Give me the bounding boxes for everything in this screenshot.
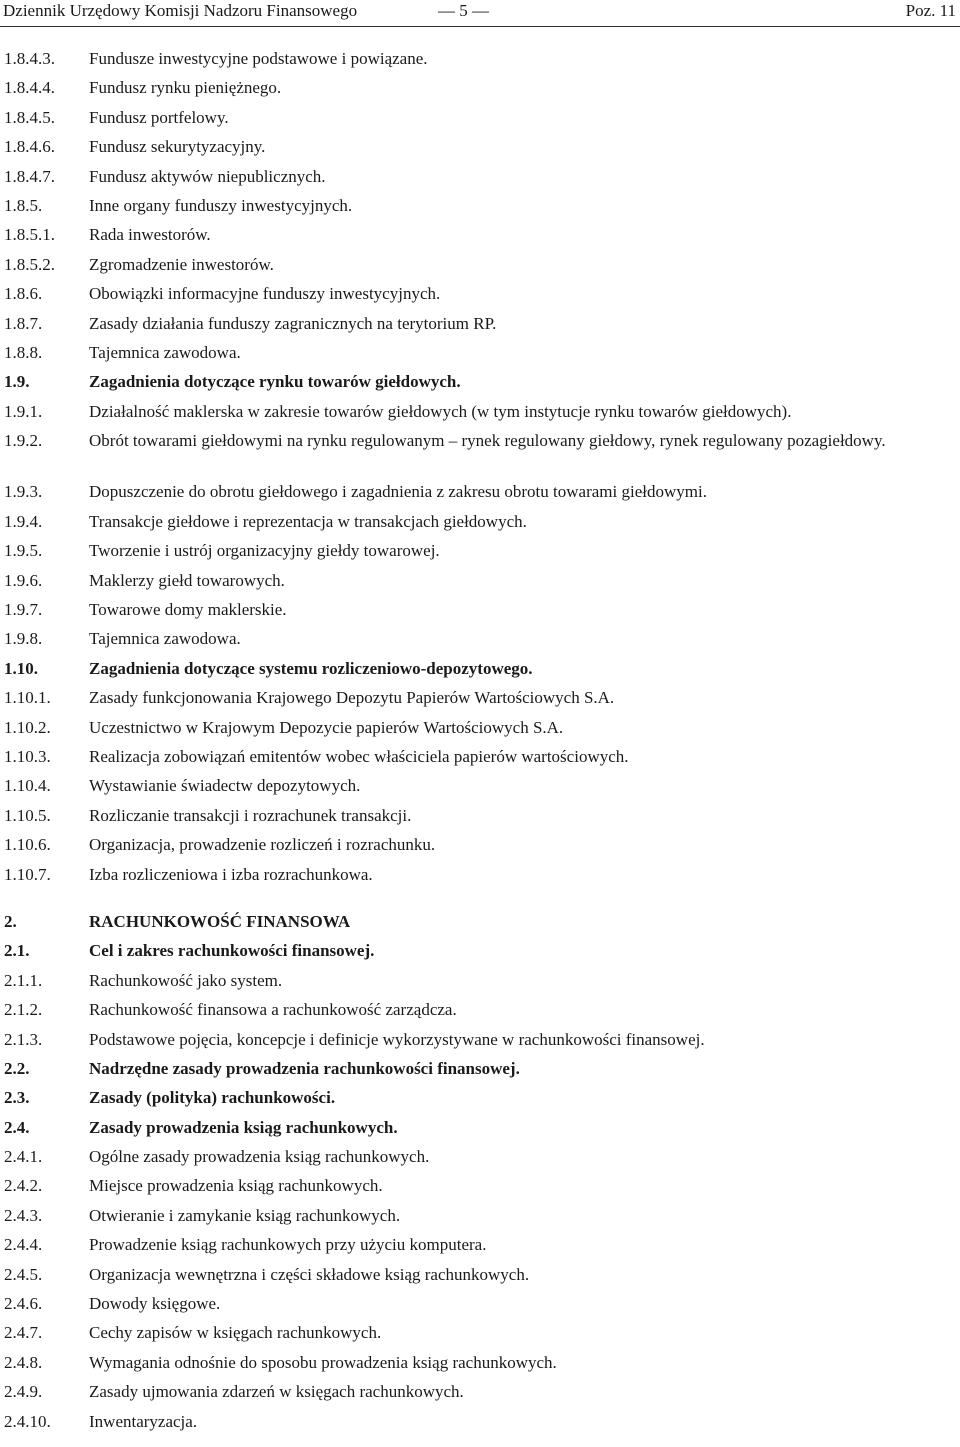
item-number: 1.10.5.	[4, 805, 51, 825]
list-item	[0, 570, 960, 599]
list-item	[0, 1234, 960, 1263]
item-number: 2.4.1.	[4, 1147, 43, 1167]
section-heading-row	[0, 371, 960, 400]
item-title: Fundusz portfelowy.	[89, 107, 229, 127]
item-title: Zasady prowadzenia ksiąg rachunkowych.	[89, 1117, 398, 1137]
item-number: 2.4.4.	[4, 1235, 43, 1255]
item-number: 2.4.	[4, 1117, 30, 1137]
item-title: Ogólne zasady prowadzenia ksiąg rachunkowych.	[89, 1147, 430, 1167]
item-number: 2.4.3.	[4, 1205, 43, 1225]
table-of-contents	[0, 48, 960, 1440]
item-title: Rozliczanie transakcji i rozrachunek transakcji.	[89, 805, 412, 825]
list-item	[0, 1293, 960, 1322]
list-item	[0, 540, 960, 569]
section-heading-row	[0, 1117, 960, 1146]
list-item	[0, 1029, 960, 1058]
item-title: Organizacja, prowadzenie rozliczeń i rozrachunku.	[89, 835, 436, 855]
section-heading-row	[0, 1058, 960, 1087]
header-divider	[0, 26, 960, 27]
item-title: Inne organy funduszy inwestycyjnych.	[89, 195, 353, 215]
list-item	[0, 864, 960, 893]
item-title: Prowadzenie ksiąg rachunkowych przy użyciu komputera.	[89, 1235, 487, 1255]
item-number: 2.4.8.	[4, 1352, 43, 1372]
item-number: 2.1.1.	[4, 970, 43, 990]
list-item	[0, 511, 960, 540]
item-number: 1.9.7.	[4, 600, 43, 620]
section-heading-row	[0, 658, 960, 687]
item-number: 1.8.8.	[4, 342, 43, 362]
item-number: 2.2.	[4, 1058, 30, 1078]
item-title: Obrót towarami giełdowymi na rynku regulowanym – rynek regulowany giełdowy, rynek regulowany pozagiełdowy.	[89, 431, 886, 451]
item-number: 1.10.6.	[4, 835, 51, 855]
item-number: 1.9.	[4, 372, 30, 392]
item-number: 1.8.4.3.	[4, 49, 55, 68]
item-title: Dowody księgowe.	[89, 1294, 221, 1314]
position-number: Poz. 11	[905, 1, 956, 20]
item-number: 1.10.2.	[4, 717, 51, 737]
item-title: Obowiązki informacyjne funduszy inwestycyjnych.	[89, 284, 441, 304]
list-item	[0, 805, 960, 834]
item-title: Fundusz aktywów niepublicznych.	[89, 166, 326, 186]
item-title: Fundusz sekurytyzacyjny.	[89, 137, 266, 157]
item-number: 1.8.7.	[4, 313, 43, 333]
list-item	[0, 1411, 960, 1440]
section-heading-row	[0, 1087, 960, 1116]
item-title: Dopuszczenie do obrotu giełdowego i zagadnienia z zakresu obrotu towarami giełdowymi.	[89, 482, 707, 502]
list-item	[0, 628, 960, 657]
item-title: Zagadnienia dotyczące rynku towarów giełdowych.	[89, 372, 461, 392]
section-heading-row	[0, 940, 960, 969]
item-title: Zasady funkcjonowania Krajowego Depozytu Papierów Wartościowych S.A.	[89, 688, 615, 708]
item-number: 2.4.9.	[4, 1382, 43, 1402]
list-item	[0, 1146, 960, 1175]
item-title: Wymagania odnośnie do sposobu prowadzenia ksiąg rachunkowych.	[89, 1352, 557, 1372]
item-title: Izba rozliczeniowa i izba rozrachunkowa.	[89, 864, 373, 884]
item-title: Zgromadzenie inwestorów.	[89, 254, 274, 274]
item-title: Rachunkowość finansowa a rachunkowość zarządcza.	[89, 1000, 457, 1020]
item-title: Otwieranie i zamykanie ksiąg rachunkowych.	[89, 1205, 401, 1225]
item-number: 2.1.2.	[4, 1000, 43, 1020]
list-item	[0, 481, 960, 510]
item-number: 1.9.1.	[4, 401, 43, 421]
page-header	[0, 0, 960, 28]
item-number: 1.10.1.	[4, 688, 51, 708]
list-item	[0, 687, 960, 716]
item-number: 1.9.6.	[4, 570, 43, 590]
item-title: Uczestnictwo w Krajowym Depozycie papierów Wartościowych S.A.	[89, 717, 564, 737]
list-item	[0, 77, 960, 106]
list-item	[0, 834, 960, 863]
list-item	[0, 1381, 960, 1410]
list-item	[0, 48, 960, 77]
item-title: Cel i zakres rachunkowości finansowej.	[89, 941, 375, 961]
item-title: Fundusze inwestycyjne podstawowe i powiązane.	[89, 49, 428, 68]
list-item	[0, 717, 960, 746]
item-title: Zasady (polityka) rachunkowości.	[89, 1088, 336, 1108]
item-title: Zasady działania funduszy zagranicznych na terytorium RP.	[89, 313, 497, 333]
item-title: Tajemnica zawodowa.	[89, 342, 241, 362]
list-item	[0, 195, 960, 224]
item-number: 2.4.7.	[4, 1323, 43, 1343]
item-number: 2.3.	[4, 1088, 30, 1108]
item-number: 1.8.5.2.	[4, 254, 55, 274]
list-item	[0, 970, 960, 999]
item-number: 1.9.8.	[4, 629, 43, 649]
item-title: Działalność maklerska w zakresie towarów giełdowych (w tym instytucje rynku towarów giełdowych).	[89, 401, 792, 421]
item-number: 2.4.6.	[4, 1294, 43, 1314]
item-title: Zagadnienia dotyczące systemu rozliczeniowo-depozytowego.	[89, 658, 533, 678]
list-item	[0, 430, 960, 481]
item-number: 1.8.4.5.	[4, 107, 55, 127]
item-number: 2.	[4, 911, 17, 931]
list-item	[0, 1205, 960, 1234]
item-number: 2.4.5.	[4, 1264, 43, 1284]
section-heading-row	[0, 911, 960, 940]
item-number: 1.8.5.	[4, 195, 43, 215]
list-item	[0, 1175, 960, 1204]
item-number: 1.10.3.	[4, 746, 51, 766]
list-item	[0, 136, 960, 165]
item-title: Nadrzędne zasady prowadzenia rachunkowości finansowej.	[89, 1058, 520, 1078]
item-number: 1.8.6.	[4, 284, 43, 304]
list-item	[0, 166, 960, 195]
list-item	[0, 254, 960, 283]
list-item	[0, 999, 960, 1028]
item-title: RACHUNKOWOŚĆ FINANSOWA	[89, 911, 351, 931]
item-title: Rachunkowość jako system.	[89, 970, 283, 990]
item-title: Fundusz rynku pieniężnego.	[89, 78, 282, 98]
item-number: 2.1.	[4, 941, 30, 961]
item-title: Cechy zapisów w księgach rachunkowych.	[89, 1323, 382, 1343]
item-number: 1.8.4.6.	[4, 137, 55, 157]
item-title: Towarowe domy maklerskie.	[89, 600, 287, 620]
list-item	[0, 1322, 960, 1351]
list-item	[0, 746, 960, 775]
item-title: Zasady ujmowania zdarzeń w księgach rachunkowych.	[89, 1382, 464, 1402]
item-number: 1.9.5.	[4, 541, 43, 561]
item-number: 1.8.4.7.	[4, 166, 55, 186]
item-number: 1.9.4.	[4, 511, 43, 531]
item-number: 1.9.3.	[4, 482, 43, 502]
item-title: Tajemnica zawodowa.	[89, 629, 241, 649]
item-number: 1.8.5.1.	[4, 225, 55, 245]
item-title: Rada inwestorów.	[89, 225, 211, 245]
list-item	[0, 224, 960, 253]
list-item	[0, 107, 960, 136]
list-item	[0, 283, 960, 312]
list-item	[0, 1352, 960, 1381]
item-number: 2.4.2.	[4, 1176, 43, 1196]
item-number: 1.8.4.4.	[4, 78, 55, 98]
item-title: Tworzenie i ustrój organizacyjny giełdy towarowej.	[89, 541, 440, 561]
list-item	[0, 1264, 960, 1293]
list-item	[0, 342, 960, 371]
item-number: 2.1.3.	[4, 1029, 43, 1049]
list-item	[0, 313, 960, 342]
item-number: 1.9.2.	[4, 431, 43, 451]
item-title: Realizacja zobowiązań emitentów wobec właściciela papierów wartościowych.	[89, 746, 629, 766]
list-item	[0, 599, 960, 628]
item-title: Podstawowe pojęcia, koncepcje i definicje wykorzystywane w rachunkowości finansowej.	[89, 1029, 705, 1049]
item-number: 1.10.7.	[4, 864, 51, 884]
item-number: 1.10.4.	[4, 776, 51, 796]
page-number: — 5 —	[438, 1, 489, 20]
item-title: Inwentaryzacja.	[89, 1411, 198, 1431]
journal-title: Dziennik Urzędowy Komisji Nadzoru Finansowego	[3, 1, 358, 20]
item-number: 2.4.10.	[4, 1411, 51, 1431]
list-item	[0, 775, 960, 804]
item-title: Maklerzy giełd towarowych.	[89, 570, 285, 590]
item-title: Miejsce prowadzenia ksiąg rachunkowych.	[89, 1176, 383, 1196]
item-title: Transakcje giełdowe i reprezentacja w transakcjach giełdowych.	[89, 511, 527, 531]
list-item	[0, 401, 960, 430]
item-title: Organizacja wewnętrzna i części składowe ksiąg rachunkowych.	[89, 1264, 530, 1284]
item-title: Wystawianie świadectw depozytowych.	[89, 776, 361, 796]
item-number: 1.10.	[4, 658, 38, 678]
